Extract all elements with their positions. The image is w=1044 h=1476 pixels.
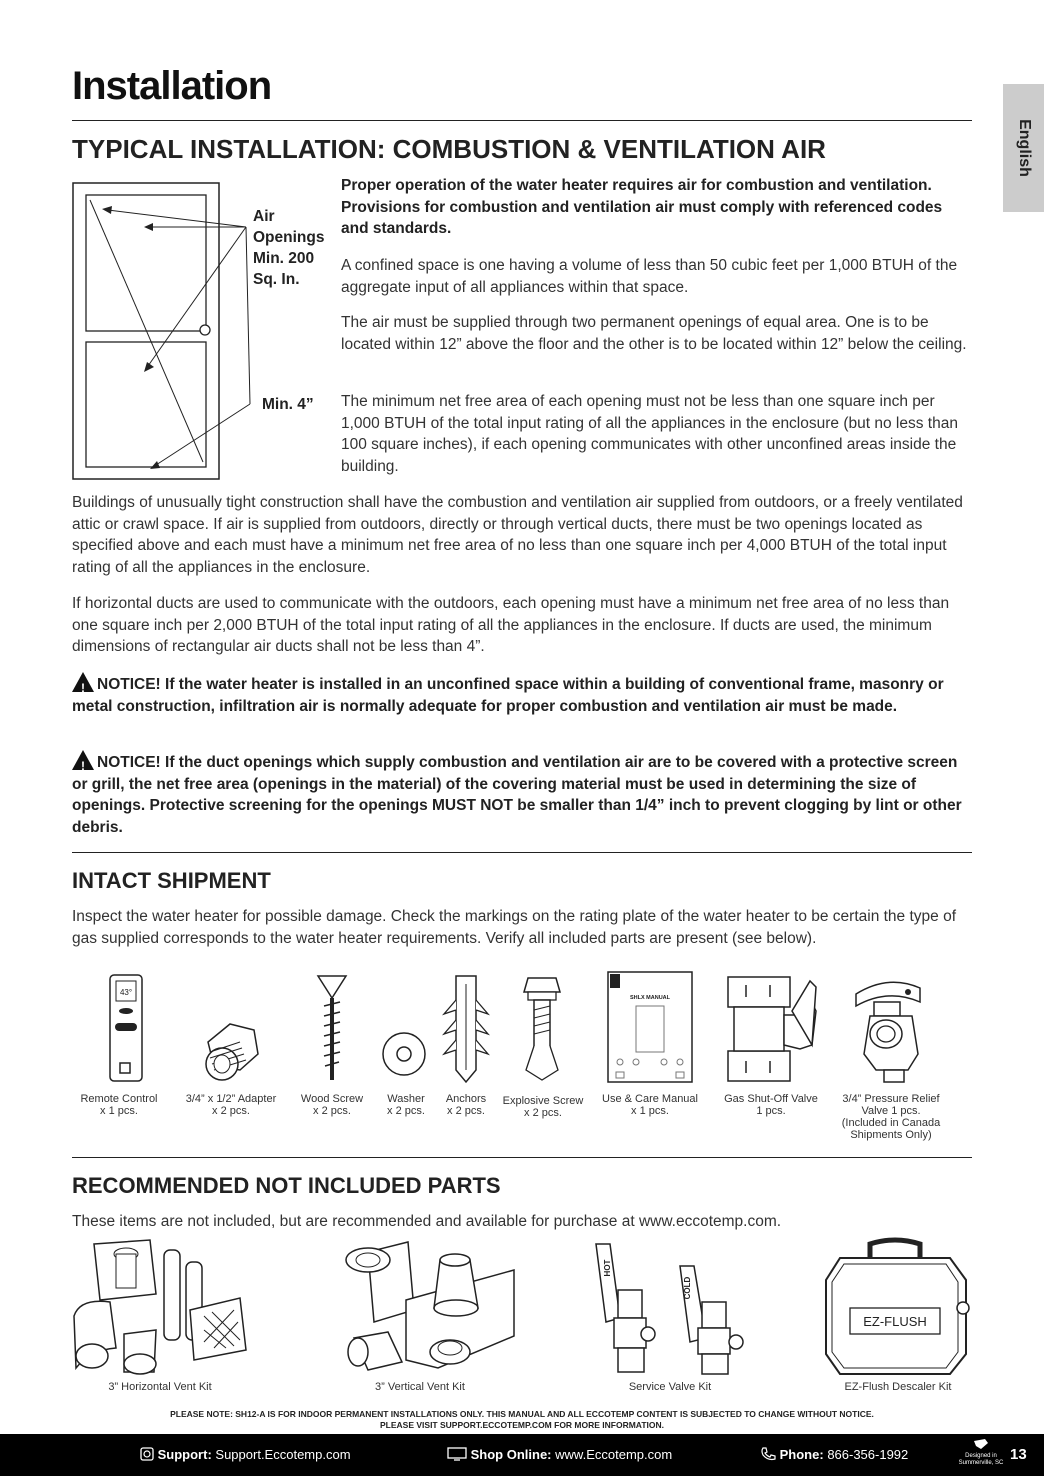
gas-shutoff-valve-image (720, 975, 820, 1085)
vertical-vent-kit-image (328, 1240, 518, 1380)
explosive-screw-image (514, 970, 570, 1086)
state-logo-icon (973, 1438, 989, 1450)
horizontal-vent-kit-image (70, 1238, 250, 1378)
svg-text:EZ-FLUSH: EZ-FLUSH (863, 1314, 927, 1329)
warning-icon: ! (72, 672, 94, 692)
svg-text:SHLX MANUAL: SHLX MANUAL (629, 995, 671, 1001)
part-caption-wood-screw: Wood Screw x 2 pcs. (300, 1093, 364, 1117)
section-heading-recommended: RECOMMENDED NOT INCLUDED PARTS (72, 1173, 501, 1198)
service-valve-kit-image (590, 1238, 760, 1378)
footer-bar (0, 1434, 1044, 1476)
warning-icon: ! (72, 750, 94, 770)
divider (72, 852, 972, 853)
part-caption-gas-valve: Gas Shut-Off Valve 1 pcs. (724, 1093, 818, 1117)
recommended-caption-service-valve: Service Valve Kit (628, 1381, 712, 1393)
part-caption-remote-control: Remote Control x 1 pcs. (80, 1093, 158, 1117)
min-clearance-label: Min. 4” (262, 396, 314, 413)
ez-flush-descaler-image (820, 1236, 970, 1381)
air-openings-label: Air Openings Min. 200 Sq. In. (253, 208, 325, 288)
paragraph-tight-construction: Buildings of unusually tight construction shall have the combustion and ventilation air supplied from outdoors, or a freely ventilated attic or crawl space. If air is supplied from outdoors, directly or through vertical ducts, there must be two openings located as specified above and each must have a minimum net free area of no less than one square inch per 4,000 BTUH of the total input rating of all the appliances in the enclosure. (72, 494, 963, 576)
page-title: Installation (72, 64, 272, 108)
language-tab[interactable]: English (1003, 84, 1044, 212)
wood-screw-image (314, 972, 350, 1084)
remote-control-image (108, 973, 144, 1085)
paragraph-recommended: These items are not included, but are recommended and available for purchase at www.eccotemp.com. (72, 1213, 782, 1230)
section-heading-combustion: TYPICAL INSTALLATION: COMBUSTION & VENTILATION AIR (72, 134, 826, 164)
divider (72, 1157, 972, 1158)
washer-image (380, 1030, 428, 1078)
support-icon (140, 1447, 154, 1461)
designed-in-badge: Designed in Summerville, SC (958, 1438, 1004, 1467)
intro-bold-paragraph: Proper operation of the water heater requires air for combustion and ventilation. Provisions for combustion and ventilation air must comply with referenced codes and standards. (341, 177, 943, 237)
paragraph-shipment: Inspect the water heater for possible damage. Check the markings on the rating plate of the water heater to be certain the type of gas supplied corresponds to the water heater requirements. Verify all included parts are present (see below). (72, 908, 957, 947)
adapter-image (200, 1020, 262, 1084)
recommended-caption-vertical-vent: 3” Vertical Vent Kit (375, 1381, 465, 1393)
footer-support[interactable]: Support: Support.Eccotemp.com (140, 1447, 351, 1462)
monitor-icon (447, 1447, 467, 1461)
part-caption-adapter: 3/4” x 1/2” Adapter x 2 pcs. (185, 1093, 277, 1117)
recommended-caption-ez-flush: EZ-Flush Descaler Kit (844, 1381, 952, 1393)
paragraph-confined-space: A confined space is one having a volume of less than 50 cubic feet per 1,000 BTUH of the aggregate input of all appliances within that space. (341, 257, 958, 296)
svg-text:HOT: HOT (603, 1259, 612, 1277)
part-caption-pressure-relief-valve: 3/4” Pressure Relief Valve 1 pcs. (Included in Canada Shipments Only) (841, 1093, 941, 1141)
page-number: 13 (1010, 1446, 1027, 1463)
paragraph-air-supply: The air must be supplied through two permanent openings of equal area. One is to be located within 12” above the floor and the other is to be located within 12” below the ceiling. (341, 314, 967, 353)
anchors-image (438, 970, 494, 1086)
svg-text:COLD: COLD (683, 1276, 692, 1300)
recommended-caption-horizontal-vent: 3” Horizontal Vent Kit (108, 1381, 212, 1393)
indoor-installation-note: PLEASE NOTE: SH12-A IS FOR INDOOR PERMANENT INSTALLATIONS ONLY. THIS MANUAL AND ALL ECCOTEMP CONTENT IS SUBJECTED TO CHANGE WITHOUT NOTICE. PLEASE VISIT SUPPORT.ECCOTEMP.COM FOR MORE INFORMATION. (170, 1409, 874, 1430)
paragraph-min-net-area: The minimum net free area of each opening must not be less than one square inch per 1,000 BTUH of the total input rating of all the appliances in the enclosure (but no less than 100 square inches), if each opening communicates with other unconfined areas inside the building. (341, 393, 958, 475)
svg-text:43°: 43° (119, 988, 133, 997)
section-heading-shipment: INTACT SHIPMENT (72, 868, 271, 893)
part-caption-manual: Use & Care Manual x 1 pcs. (602, 1093, 698, 1117)
notice-unconfined-space: ! NOTICE! If the water heater is installed in an unconfined space within a building of conventional frame, masonry or metal construction, infiltration air is normally adequate for proper combustion and ventilation air must be made. (72, 672, 972, 717)
notice-protective-screen: ! NOTICE! If the duct openings which supply combustion and ventilation air are to be covered with a protective screen or grill, the net free area (openings in the material) of the covering material must be used in determining the size of openings. Protective screening for the openings MUST NOT be smaller than 1/4” inch to prevent clogging by lint or other debris. (72, 750, 972, 838)
part-caption-explosive-screw: Explosive Screw x 2 pcs. (502, 1095, 584, 1119)
use-care-manual-image (606, 970, 694, 1086)
footer-phone[interactable]: Phone: 866-356-1992 (760, 1447, 908, 1462)
divider (72, 120, 972, 121)
paragraph-horizontal-ducts: If horizontal ducts are used to communicate with the outdoors, each opening must have a minimum net free area of no less than one square inch per 2,000 BTUH of the total input rating of all the appliances in the enclosure. If ducts are used, the minimum dimensions of rectangular air ducts shall not be less than 4”. (72, 595, 950, 655)
part-caption-anchors: Anchors x 2 pcs. (445, 1093, 487, 1117)
footer-shop-online[interactable]: Shop Online: www.Eccotemp.com (447, 1447, 672, 1462)
phone-icon (760, 1447, 776, 1461)
part-caption-washer: Washer x 2 pcs. (387, 1093, 425, 1117)
pressure-relief-valve-image (848, 974, 928, 1086)
